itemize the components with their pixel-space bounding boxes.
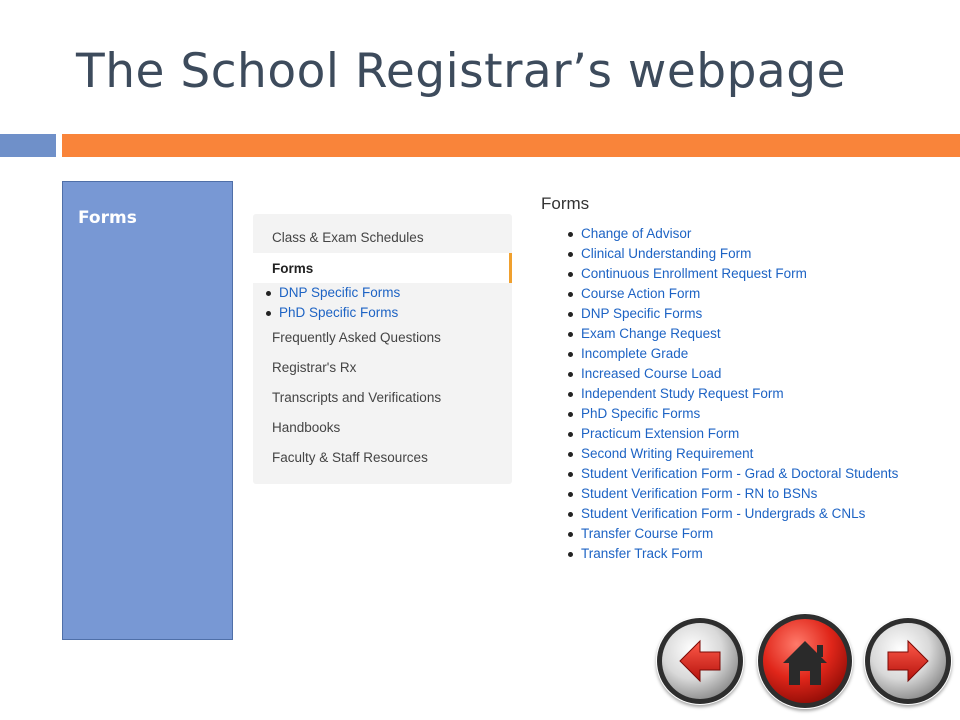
- nav-subitem-dnp-forms[interactable]: DNP Specific Forms: [279, 285, 401, 300]
- registrar-nav-menu: [253, 214, 512, 484]
- side-panel-label: Forms: [78, 208, 137, 228]
- form-link[interactable]: Course Action Form: [568, 286, 898, 306]
- form-link[interactable]: Transfer Course Form: [568, 526, 898, 546]
- forms-heading: Forms: [541, 194, 590, 213]
- nav-subitem-phd-forms[interactable]: PhD Specific Forms: [279, 305, 399, 320]
- home-button[interactable]: [757, 613, 853, 709]
- nav-item-forms-active[interactable]: [253, 253, 512, 283]
- form-link[interactable]: DNP Specific Forms: [568, 306, 898, 326]
- form-link[interactable]: Student Verification Form - Grad & Doctoral Students: [568, 466, 898, 486]
- form-link[interactable]: Continuous Enrollment Request Form: [568, 266, 898, 286]
- nav-item-handbooks[interactable]: Handbooks: [272, 420, 341, 435]
- form-link[interactable]: Practicum Extension Form: [568, 426, 898, 446]
- accent-bar-blue: [0, 134, 56, 157]
- forms-link-list: [568, 226, 898, 566]
- form-link[interactable]: Student Verification Form - Undergrads & CNLs: [568, 506, 898, 526]
- nav-item-transcripts[interactable]: Transcripts and Verifications: [272, 390, 442, 405]
- form-link[interactable]: Transfer Track Form: [568, 546, 898, 566]
- form-link[interactable]: Clinical Understanding Form: [568, 246, 898, 266]
- form-link[interactable]: Increased Course Load: [568, 366, 898, 386]
- form-link[interactable]: Incomplete Grade: [568, 346, 898, 366]
- nav-item-registrars-rx[interactable]: Registrar's Rx: [272, 360, 357, 375]
- forward-button[interactable]: [864, 617, 952, 705]
- home-icon: [757, 613, 853, 709]
- form-link[interactable]: Exam Change Request: [568, 326, 898, 346]
- side-panel: [62, 181, 233, 640]
- form-link[interactable]: PhD Specific Forms: [568, 406, 898, 426]
- accent-bar-orange: [62, 134, 960, 157]
- form-link[interactable]: Second Writing Requirement: [568, 446, 898, 466]
- nav-item-forms[interactable]: Forms: [272, 261, 314, 276]
- form-link[interactable]: Independent Study Request Form: [568, 386, 898, 406]
- slide-title: The School Registrar’s webpage: [76, 44, 846, 99]
- form-link[interactable]: Student Verification Form - RN to BSNs: [568, 486, 898, 506]
- form-link[interactable]: Change of Advisor: [568, 226, 898, 246]
- right-arrow-icon: [864, 617, 952, 705]
- nav-item-faq[interactable]: Frequently Asked Questions: [272, 330, 441, 345]
- nav-item-class-exam-schedules[interactable]: Class & Exam Schedules: [272, 230, 424, 245]
- nav-item-faculty-staff[interactable]: Faculty & Staff Resources: [272, 450, 428, 465]
- back-button[interactable]: [656, 617, 744, 705]
- left-arrow-icon: [656, 617, 744, 705]
